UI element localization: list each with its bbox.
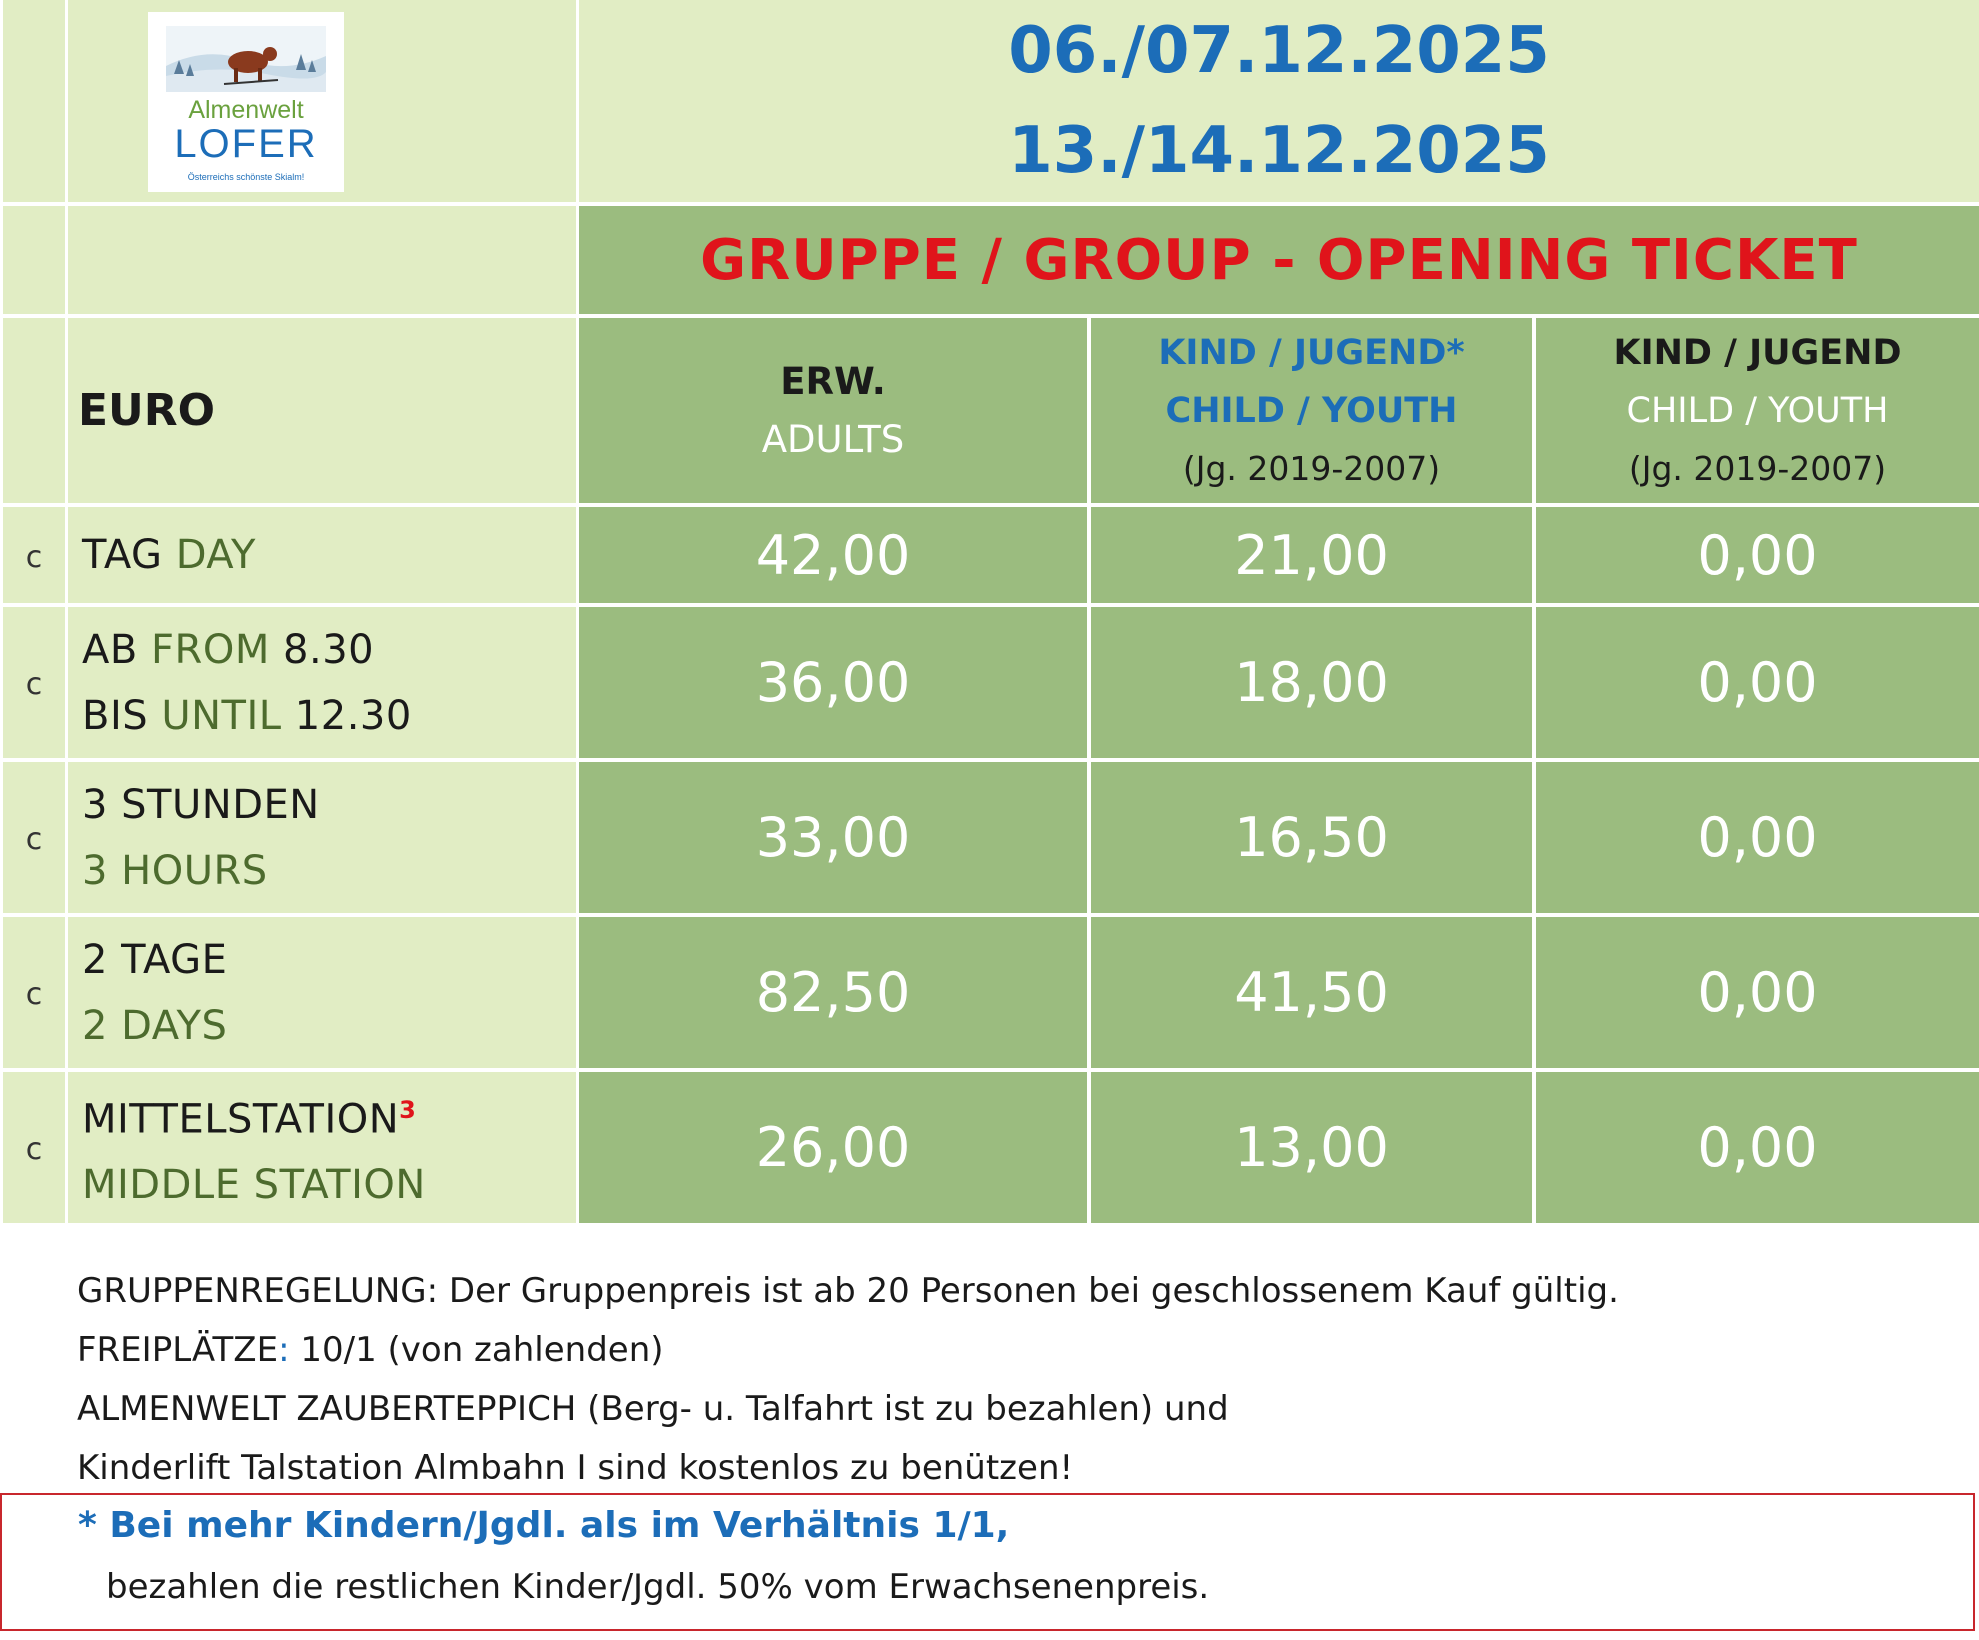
child1-en: CHILD / YOUTH [1165, 390, 1458, 431]
price-child1: 21,00 [1091, 507, 1532, 603]
date-line-2: 13./14.12.2025 [1008, 114, 1550, 188]
row-mark: c [3, 762, 65, 913]
child1-years: (Jg. 2019-2007) [1182, 448, 1441, 488]
row-label-de: 3 STUNDEN [82, 781, 320, 828]
price-child2: 0,00 [1536, 917, 1979, 1068]
price-child2: 0,00 [1536, 762, 1979, 913]
row-label-en: 2 DAYS [82, 1002, 228, 1049]
row-label-de: 2 TAGE [82, 936, 228, 983]
price-child1: 41,50 [1091, 917, 1532, 1068]
ticket-title: GRUPPE / GROUP - OPENING TICKET [700, 227, 1858, 293]
row-label-de: TAG [82, 532, 163, 578]
note-kids-lift: Kinderlift Talstation Almbahn I sind kostenlos zu benützen! [77, 1448, 1074, 1488]
logo-text-almenwelt: Almenwelt [188, 96, 304, 124]
price-child1: 18,00 [1091, 607, 1532, 758]
row-label-3h [68, 762, 576, 913]
row-mark: c [3, 507, 65, 603]
adults-de: ERW. [780, 359, 886, 403]
col-child1-header [1091, 318, 1532, 503]
row-mark: c [3, 607, 65, 758]
note-free-places-label: FREIPLÄTZE [77, 1330, 279, 1370]
footnote-marker: 3 [399, 1095, 417, 1124]
row-label-en: DAY [175, 532, 256, 578]
note-free-places [77, 1321, 1877, 1380]
row-mark: c [3, 1072, 65, 1223]
adults-en: ADULTS [761, 417, 905, 461]
child-ratio-notice [0, 1493, 1975, 1631]
colhead-mark-cell [3, 318, 65, 503]
price-adults: 36,00 [579, 607, 1087, 758]
col-adults-header [579, 318, 1087, 503]
price-child2: 0,00 [1536, 607, 1979, 758]
row-label-until-de: BIS [82, 692, 149, 739]
row-label-en: MIDDLE STATION [82, 1162, 426, 1209]
row-label-from-en: FROM [151, 626, 270, 673]
col-child2-header [1536, 318, 1979, 503]
date-line-1: 06./07.12.2025 [1008, 14, 1550, 88]
row-label-from-time: 8.30 [283, 626, 375, 673]
price-adults: 42,00 [579, 507, 1087, 603]
notice-detail: bezahlen die restlichen Kinder/Jgdl. 50% vom Erwachsenenpreis. [106, 1567, 1210, 1607]
title-label-cell [68, 206, 576, 314]
note-free-places-value: 10/1 (von zahlenden) [289, 1330, 664, 1370]
header-mark-cell [3, 0, 65, 202]
title-cell [579, 206, 1979, 314]
logo-cell [68, 0, 576, 202]
row-label-day [68, 507, 576, 603]
note-group-rule: GRUPPENREGELUNG: Der Gruppenpreis ist ab 20 Personen bei geschlossenem Kauf gültig. [77, 1271, 1619, 1311]
title-mark-cell [3, 206, 65, 314]
currency-label: EURO [78, 385, 216, 436]
price-child2: 0,00 [1536, 507, 1979, 603]
row-label-de: MITTELSTATION [82, 1096, 400, 1143]
note-free-places-colon: : [278, 1330, 290, 1370]
child2-de: KIND / JUGEND [1613, 332, 1902, 373]
group-notes [77, 1262, 1877, 1498]
row-mark: c [3, 917, 65, 1068]
logo [148, 12, 344, 192]
row-label-2days [68, 917, 576, 1068]
row-label-middle-station [68, 1072, 576, 1223]
logo-text-lofer: LOFER [174, 122, 318, 166]
price-adults: 26,00 [579, 1072, 1087, 1223]
price-child1: 13,00 [1091, 1072, 1532, 1223]
notice-headline: * Bei mehr Kindern/Jgdl. als im Verhältnis 1/1, [78, 1505, 1010, 1546]
euro-cell [68, 318, 576, 503]
child1-de: KIND / JUGEND* [1158, 332, 1465, 373]
price-adults: 33,00 [579, 762, 1087, 913]
child2-en: CHILD / YOUTH [1626, 390, 1889, 431]
row-label-from-de: AB [82, 626, 138, 673]
logo-slogan: Österreichs schönste Skialm! [187, 172, 305, 182]
date-cell [579, 0, 1979, 202]
row-label-until-en: UNTIL [161, 692, 282, 739]
logo-ski-scene-icon [166, 26, 326, 92]
row-label-until-time: 12.30 [294, 692, 412, 739]
price-adults: 82,50 [579, 917, 1087, 1068]
row-label-en: 3 HOURS [82, 847, 268, 894]
price-child2: 0,00 [1536, 1072, 1979, 1223]
note-magic-carpet: ALMENWELT ZAUBERTEPPICH (Berg- u. Talfahrt ist zu bezahlen) und [77, 1389, 1229, 1429]
price-child1: 16,50 [1091, 762, 1532, 913]
child2-years: (Jg. 2019-2007) [1628, 448, 1887, 488]
row-label-morning [68, 607, 576, 758]
